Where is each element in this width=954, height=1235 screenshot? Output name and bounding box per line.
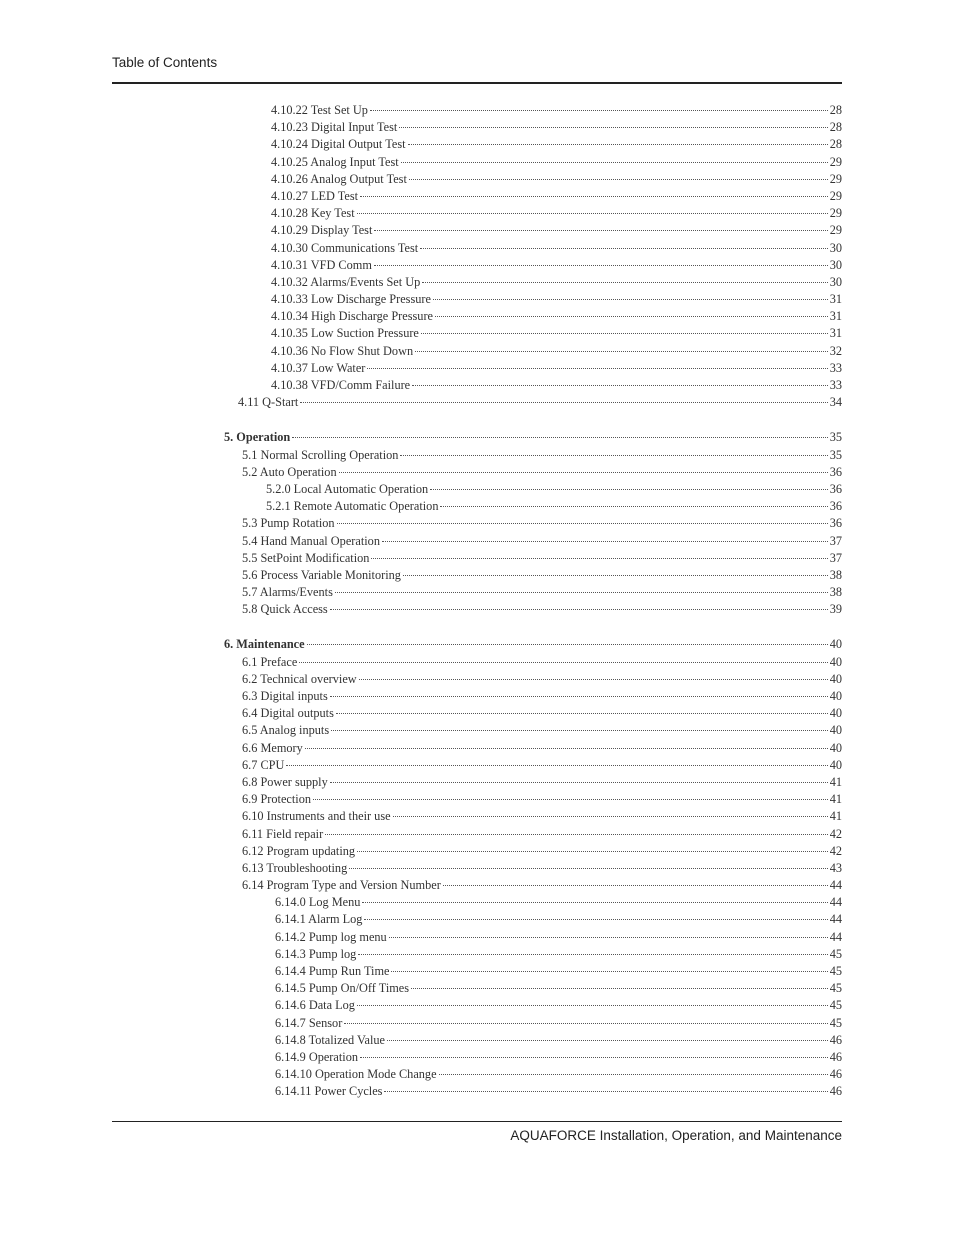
- toc-entry-label: 6.13 Troubleshooting: [242, 860, 348, 875]
- dot-leader: [382, 541, 828, 542]
- toc-entry[interactable]: [0, 325, 842, 342]
- toc-entry[interactable]: [0, 257, 842, 274]
- toc-entry[interactable]: [0, 808, 842, 825]
- toc-entry-label: 5. Operation: [224, 430, 291, 445]
- toc-entry[interactable]: [0, 394, 842, 411]
- dot-leader: [440, 506, 827, 507]
- toc-page-number: 30: [829, 257, 842, 272]
- toc-page-number: 37: [829, 550, 842, 565]
- toc-entry[interactable]: [0, 654, 842, 671]
- toc-entry-label: 4.10.35 Low Suction Pressure: [271, 326, 419, 341]
- toc-page-number: 29: [829, 188, 842, 203]
- toc-entry[interactable]: [0, 343, 842, 360]
- dot-leader: [415, 351, 828, 352]
- toc-entry[interactable]: [0, 705, 842, 722]
- toc-entry[interactable]: [0, 136, 842, 153]
- dot-leader: [400, 455, 827, 456]
- dot-leader: [371, 558, 827, 559]
- dot-leader: [360, 1057, 828, 1058]
- toc-page-number: 40: [829, 654, 842, 669]
- toc-page-number: 36: [829, 464, 842, 479]
- toc-entry-label: 6.11 Field repair: [242, 826, 324, 841]
- dot-leader: [443, 885, 828, 886]
- toc-section: [0, 429, 842, 618]
- toc-entry-label: 6.14.7 Sensor: [275, 1015, 343, 1030]
- toc-page-number: 38: [829, 567, 842, 582]
- toc-entry[interactable]: [0, 584, 842, 601]
- dot-leader: [430, 489, 827, 490]
- toc-entry[interactable]: [0, 515, 842, 532]
- toc-entry-label: 5.8 Quick Access: [242, 602, 328, 617]
- dot-leader: [387, 1040, 828, 1041]
- toc-page-number: 35: [829, 447, 842, 462]
- dot-leader: [374, 230, 827, 231]
- dot-leader: [421, 333, 828, 334]
- toc-page-number: 36: [829, 481, 842, 496]
- dot-leader: [300, 402, 827, 403]
- toc-entry[interactable]: [0, 894, 842, 911]
- toc-page-number: 32: [829, 343, 842, 358]
- dot-leader: [367, 368, 827, 369]
- toc-page-number: 40: [829, 740, 842, 755]
- toc-entry[interactable]: [0, 550, 842, 567]
- toc-entry-label: 4.10.30 Communications Test: [271, 240, 419, 255]
- toc-page-number: 29: [829, 206, 842, 221]
- toc-page-number: 29: [829, 154, 842, 169]
- toc-page-number: 40: [829, 689, 842, 703]
- toc-entry[interactable]: [0, 757, 842, 774]
- toc-page-number: 41: [829, 792, 842, 807]
- toc-entry[interactable]: [0, 154, 842, 171]
- dot-leader: [384, 1091, 827, 1092]
- dot-leader: [330, 696, 828, 697]
- toc-entry[interactable]: [0, 980, 842, 997]
- dot-leader: [360, 196, 828, 197]
- toc-entry[interactable]: [0, 498, 842, 515]
- page-footer-text: AQUAFORCE Installation, Operation, and Maintenance: [510, 1128, 842, 1143]
- toc-page-number: 29: [829, 223, 842, 238]
- toc-entry-label: 4.10.31 VFD Comm: [271, 257, 372, 272]
- toc-entry-label: 6.14 Program Type and Version Number: [242, 878, 441, 893]
- dot-leader: [325, 834, 828, 835]
- toc-entry[interactable]: [0, 722, 842, 739]
- dot-leader: [330, 609, 828, 610]
- toc-entry-label: 4.10.36 No Flow Shut Down: [271, 343, 414, 358]
- toc-entry-label: 6. Maintenance: [224, 637, 305, 652]
- toc-entry-label: 4.10.34 High Discharge Pressure: [271, 309, 433, 324]
- dot-leader: [331, 730, 828, 731]
- toc-page-number: 42: [829, 843, 842, 858]
- dot-leader: [339, 472, 828, 473]
- toc-entry[interactable]: [0, 119, 842, 136]
- toc-entry[interactable]: [0, 240, 842, 257]
- dot-leader: [422, 282, 827, 283]
- dot-leader: [370, 110, 828, 111]
- toc-entry-label: 4.10.26 Analog Output Test: [271, 171, 407, 186]
- toc-page-number: 44: [829, 929, 842, 944]
- toc-entry[interactable]: [0, 1015, 842, 1032]
- toc-page-number: 46: [829, 1084, 842, 1099]
- toc-page-number: 31: [829, 309, 842, 324]
- toc-page-number: 34: [829, 395, 842, 410]
- toc-entry[interactable]: [0, 533, 842, 550]
- toc-entry-label: 6.10 Instruments and their use: [242, 809, 391, 824]
- toc-entry-label: 6.7 CPU: [242, 757, 285, 772]
- toc-entry[interactable]: [0, 1083, 842, 1100]
- dot-leader: [362, 902, 827, 903]
- toc-entry-label: 4.10.32 Alarms/Events Set Up: [271, 274, 421, 289]
- toc-entry[interactable]: [0, 688, 842, 705]
- toc-entry-label: 4.10.23 Digital Input Test: [271, 120, 398, 135]
- toc-entry[interactable]: [0, 929, 842, 946]
- toc-entry-label: 6.14.9 Operation: [275, 1049, 358, 1064]
- toc-entry[interactable]: [0, 481, 842, 498]
- toc-entry-label: 4.10.28 Key Test: [271, 206, 355, 221]
- toc-entry[interactable]: [0, 447, 842, 464]
- toc-page-number: 40: [829, 757, 842, 772]
- toc-entry-label: 6.14.4 Pump Run Time: [275, 964, 390, 978]
- toc-page-number: 45: [829, 1015, 842, 1030]
- dot-leader: [344, 1023, 827, 1024]
- dot-leader: [389, 937, 828, 938]
- dot-leader: [403, 575, 828, 576]
- toc-entry[interactable]: [0, 171, 842, 188]
- dot-leader: [439, 1074, 828, 1075]
- dot-leader: [292, 437, 827, 438]
- toc-entry-label: 6.14.10 Operation Mode Change: [275, 1067, 437, 1082]
- toc-entry-label: 6.14.0 Log Menu: [275, 895, 361, 910]
- toc-entry-label: 4.10.37 Low Water: [271, 360, 366, 375]
- toc-entry-label: 4.10.29 Display Test: [271, 223, 373, 238]
- toc-entry[interactable]: [0, 377, 842, 394]
- toc-entry[interactable]: [0, 843, 842, 860]
- toc-page-number: 35: [829, 430, 842, 445]
- toc-entry-label: 6.14.1 Alarm Log: [275, 912, 363, 927]
- toc-entry-label: 5.4 Hand Manual Operation: [242, 533, 380, 548]
- toc-chapter-entry[interactable]: [0, 429, 842, 446]
- toc-entry[interactable]: [0, 671, 842, 688]
- toc-page-number: 33: [829, 378, 842, 392]
- toc-page-number: 46: [829, 1049, 842, 1064]
- dot-leader: [335, 592, 828, 593]
- toc-page-number: 41: [829, 809, 842, 824]
- toc-entry[interactable]: [0, 911, 842, 928]
- page-header-title: Table of Contents: [112, 55, 218, 70]
- toc-entry-label: 5.2.0 Local Automatic Operation: [266, 481, 429, 496]
- dot-leader: [433, 299, 828, 300]
- toc-page-number: 41: [829, 774, 842, 789]
- dot-leader: [408, 144, 828, 145]
- toc-page-number: 45: [829, 998, 842, 1013]
- dot-leader: [337, 523, 828, 524]
- dot-leader: [374, 265, 828, 266]
- toc-entry[interactable]: [0, 860, 842, 877]
- table-of-contents: [0, 102, 842, 1101]
- toc-entry-label: 6.2 Technical overview: [242, 671, 357, 686]
- toc-entry-label: 4.10.33 Low Discharge Pressure: [271, 292, 431, 307]
- toc-page-number: 40: [829, 671, 842, 686]
- toc-entry-label: 6.5 Analog inputs: [242, 723, 330, 738]
- toc-page-number: 37: [829, 533, 842, 548]
- dot-leader: [420, 248, 828, 249]
- toc-entry-label: 5.7 Alarms/Events: [242, 585, 333, 600]
- dot-leader: [305, 748, 828, 749]
- toc-page-number: 45: [829, 946, 842, 961]
- toc-entry[interactable]: [0, 997, 842, 1014]
- toc-entry-label: 6.9 Protection: [242, 792, 311, 807]
- dot-leader: [435, 316, 828, 317]
- dot-leader: [286, 765, 827, 766]
- dot-leader: [364, 919, 827, 920]
- toc-entry[interactable]: [0, 222, 842, 239]
- toc-entry[interactable]: [0, 1032, 842, 1049]
- toc-entry[interactable]: [0, 360, 842, 377]
- toc-entry-label: 6.14.6 Data Log: [275, 998, 355, 1013]
- toc-entry[interactable]: [0, 188, 842, 205]
- toc-page-number: 31: [829, 292, 842, 307]
- toc-entry-label: 4.10.25 Analog Input Test: [271, 154, 399, 169]
- toc-page-number: 40: [829, 706, 842, 721]
- toc-page-number: 45: [829, 981, 842, 996]
- toc-page-number: 28: [829, 120, 842, 135]
- toc-page-number: 42: [829, 826, 842, 841]
- toc-page-number: 38: [829, 585, 842, 600]
- toc-entry-label: 6.14.11 Power Cycles: [275, 1084, 383, 1099]
- toc-page-number: 46: [829, 1067, 842, 1082]
- toc-page-number: 30: [829, 240, 842, 255]
- toc-entry[interactable]: [0, 274, 842, 291]
- toc-page-number: 44: [829, 912, 842, 927]
- dot-leader: [330, 782, 828, 783]
- toc-entry-label: 6.14.2 Pump log menu: [275, 929, 387, 944]
- toc-entry[interactable]: [0, 826, 842, 843]
- toc-page-number: 29: [829, 171, 842, 186]
- toc-entry-label: 4.11 Q-Start: [238, 395, 299, 410]
- toc-page-number: 31: [829, 326, 842, 341]
- dot-leader: [409, 179, 828, 180]
- toc-page-number: 28: [829, 137, 842, 152]
- toc-page-number: 39: [829, 602, 842, 617]
- toc-page-number: 36: [829, 516, 842, 531]
- toc-entry-label: 6.14.5 Pump On/Off Times: [275, 981, 410, 996]
- toc-entry-label: 6.3 Digital inputs: [242, 689, 328, 703]
- toc-entry[interactable]: [0, 963, 842, 980]
- toc-entry[interactable]: [0, 291, 842, 308]
- dot-leader: [399, 127, 827, 128]
- toc-page-number: 40: [829, 637, 842, 652]
- dot-leader: [411, 988, 828, 989]
- toc-page-number: 40: [829, 723, 842, 738]
- dot-leader: [307, 644, 828, 645]
- dot-leader: [412, 385, 828, 386]
- toc-page-number: 46: [829, 1032, 842, 1047]
- toc-entry-label: 5.6 Process Variable Monitoring: [242, 567, 401, 582]
- toc-page-number: 28: [829, 103, 842, 117]
- toc-entry-label: 4.10.27 LED Test: [271, 188, 359, 203]
- toc-page-number: 45: [829, 964, 842, 978]
- toc-chapter-entry[interactable]: [0, 636, 842, 653]
- toc-entry-label: 6.12 Program updating: [242, 843, 356, 858]
- toc-section: [0, 636, 842, 1100]
- toc-entry[interactable]: [0, 791, 842, 808]
- toc-entry[interactable]: [0, 774, 842, 791]
- toc-page-number: 43: [829, 860, 842, 875]
- dot-leader: [349, 868, 827, 869]
- toc-page-number: 44: [829, 895, 842, 910]
- dot-leader: [358, 954, 827, 955]
- dot-leader: [357, 851, 828, 852]
- toc-entry[interactable]: [0, 567, 842, 584]
- dot-leader: [357, 1005, 828, 1006]
- toc-entry-label: 6.1 Preface: [242, 654, 298, 669]
- toc-entry[interactable]: [0, 1049, 842, 1066]
- toc-page-number: 33: [829, 360, 842, 375]
- toc-entry-label: 5.2 Auto Operation: [242, 464, 337, 479]
- toc-entry-label: 6.6 Memory: [242, 740, 303, 755]
- toc-entry[interactable]: [0, 464, 842, 481]
- toc-entry[interactable]: [0, 205, 842, 222]
- toc-entry[interactable]: [0, 1066, 842, 1083]
- toc-entry-label: 4.10.24 Digital Output Test: [271, 137, 406, 152]
- toc-entry-label: 5.5 SetPoint Modification: [242, 550, 370, 565]
- toc-entry-label: 5.2.1 Remote Automatic Operation: [266, 499, 439, 514]
- toc-page-number: 36: [829, 499, 842, 514]
- toc-entry[interactable]: [0, 102, 842, 119]
- toc-entry-label: 5.1 Normal Scrolling Operation: [242, 447, 399, 462]
- footer-rule: [112, 1121, 842, 1122]
- toc-entry[interactable]: [0, 601, 842, 618]
- toc-entry-label: 6.14.8 Totalized Value: [275, 1032, 386, 1047]
- dot-leader: [391, 971, 827, 972]
- dot-leader: [299, 662, 827, 663]
- toc-page-number: 30: [829, 274, 842, 289]
- toc-entry-label: 6.14.3 Pump log: [275, 946, 357, 961]
- toc-entry-label: 6.8 Power supply: [242, 774, 328, 789]
- toc-section: [0, 102, 842, 411]
- dot-leader: [401, 162, 828, 163]
- header-rule: [112, 82, 842, 84]
- toc-entry[interactable]: [0, 877, 842, 894]
- toc-entry[interactable]: [0, 946, 842, 963]
- toc-entry-label: 6.4 Digital outputs: [242, 706, 334, 721]
- toc-entry-label: 4.10.22 Test Set Up: [271, 103, 368, 117]
- toc-entry[interactable]: [0, 740, 842, 757]
- dot-leader: [313, 799, 828, 800]
- dot-leader: [336, 713, 828, 714]
- dot-leader: [357, 213, 828, 214]
- toc-entry-label: 5.3 Pump Rotation: [242, 516, 335, 531]
- dot-leader: [359, 679, 828, 680]
- toc-page-number: 44: [829, 878, 842, 893]
- dot-leader: [393, 816, 828, 817]
- toc-entry[interactable]: [0, 308, 842, 325]
- toc-entry-label: 4.10.38 VFD/Comm Failure: [271, 378, 411, 392]
